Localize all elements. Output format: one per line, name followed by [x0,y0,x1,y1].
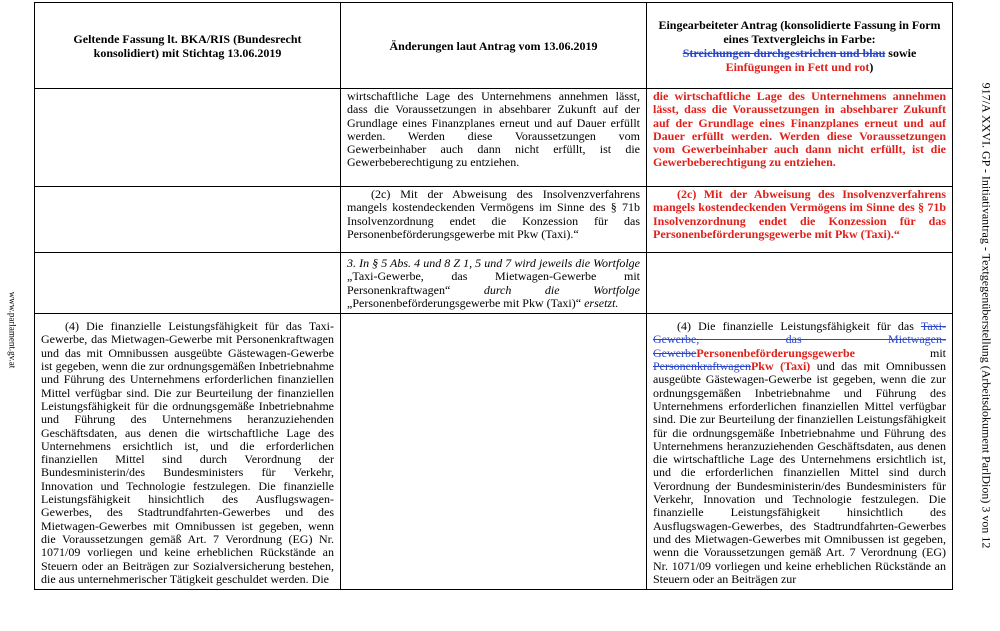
cell-consolidated-text: (2c) Mit der Abweisung des Insolvenzverfahrens mangels kostendeckenden Vermögens im Sinne des § 71b Insolvenzordnung endet die Konzession für das Personenbeförderungsgewerbe mit Pkw (Taxi).“ [647,187,953,253]
text-segment: (4) Die finanzielle Leistungsfähigkeit für das [677,319,921,334]
amendment-instruction-c: ersetzt. [584,295,619,310]
cell-empty [35,253,341,314]
header-row [35,3,953,89]
header-consolidated [647,3,953,89]
header-current-version: Geltende Fassung lt. BKA/RIS (Bundesrecht konsolidiert) mit Stichtag 13.06.2019 [35,3,341,89]
legend-sowie: sowie [885,45,917,60]
header-consolidated-title: Eingearbeiteter Antrag (konsolidierte Fassung in Form eines Textvergleichs in Farbe: [658,17,941,46]
legend-close: ) [869,59,874,74]
table-row [35,253,953,314]
amendment-new-phrase: „Personenbeförderungsgewerbe mit Pkw (Taxi)“ [347,295,585,310]
cell-changes-text: (2c) Mit der Abweisung des Insolvenzverfahrens mangels kostendeckenden Vermögens im Sinne des § 71b Insolvenzordnung endet die Konzession für das Personenbeförderungsgewerbe mit Pkw (Taxi).“ [341,187,647,253]
inserted-text: Pkw (Taxi) [750,359,811,374]
comparison-table [34,2,953,590]
website-label: www.parlament.gv.at [7,291,17,369]
cell-empty [35,187,341,253]
legend-deletions: Streichungen durchgestrichen und blau [682,45,886,60]
cell-consolidated-text: die wirtschaftliche Lage des Unternehmens annehmen lässt, dass die Voraussetzungen in absehbarer Zukunft auf der Grundlage eines Finanzplanes erneut und auf Dauer erfüllt werden. Werden diese Voraussetzungen vom Gewerbeinhaber auch dann nicht erfüllt, ist die Gewerbeberechtigung zu entziehen. [647,89,953,187]
cell-empty [341,314,647,590]
side-margin-right [974,10,998,620]
deleted-text: Personenkraftwagen [653,359,751,374]
header-changes: Änderungen laut Antrag vom 13.06.2019 [341,3,647,89]
document-footer-label: 917/A XXVI. GP - Initiativantrag - Textgegenüberstellung (Arbeitsdokument ParlDion) 3 von 12 [979,82,994,548]
legend-insertions: Einfügungen in Fett und rot [725,59,870,74]
amendment-old-phrase: „Taxi-Gewerbe, das Mietwagen-Gewerbe mit Personenkraftwagen“ [347,269,640,297]
amendment-instruction-b: durch die Wortfolge [483,282,640,297]
table-row [35,89,953,187]
text-segment: mit [854,345,946,360]
inserted-text: Personenbeförderungsgewerbe [696,345,855,360]
amendment-instruction-a: 3. In § 5 Abs. 4 und 8 Z 1, 5 und 7 wird jeweils die Wortfolge [347,256,640,270]
text-segment: und das mit Omnibussen ausgeübte Gästewagen-Gewerbe ist gegeben, wenn die zur ordnungsgemäßen Inbetriebnahme und Führung des Unternehmens erforderlichen finanziellen Mittel verfügbar sind. Die zur Beurteilung der finanziellen Leistungsfähigkeit für die ordnungsgemäße Inbetriebnahme und Führung des Unternehmens heranzuziehenden Geschäftsdaten, aus denen die wirtschaftliche Lage des Unternehmens ersichtlich ist, und die erforderlichen finanziellen Mittel sind durch Verordnung der Bundesministerin/des Bundesministers für Verkehr, Innovation und Technologie festzulegen. Die finanzielle Leistungsfähigkeit hinsichtlich des Ausflugswagen-Gewerbes, des Stadtrundfahrten-Gewerbes und des Mietwagen-Gewerbes mit Omnibussen ist gegeben, wenn die Voraussetzungen gemäß Art. 7 Verordnung (EG) Nr. 1071/09 vorliegen und keine erheblichen Rückstände an Steuern oder an Beiträgen zur [653,359,946,586]
deleted-text: Taxi-Gewerbe, das Mietwagen-Gewerbe [653,319,946,360]
cell-changes-text: wirtschaftliche Lage des Unternehmens annehmen lässt, dass die Voraussetzungen in absehbarer Zukunft auf der Grundlage eines Finanzplanes erneut und auf Dauer erfüllt werden. Werden diese Voraussetzungen vom Gewerbeinhaber auch dann nicht erfüllt, ist die Gewerbeberechtigung zu entziehen. [341,89,647,187]
side-margin-left [2,200,22,460]
cell-current-text: (4) Die finanzielle Leistungsfähigkeit für das Taxi-Gewerbe, das Mietwagen-Gewerbe mit Personenkraftwagen und das mit Omnibussen ausgeübte Gästewagen-Gewerbe ist gegeben, wenn die zur ordnungsgemäßen Inbetriebnahme und Führung des Unternehmens erforderlichen finanziellen Mittel verfügbar sind. Die zur Beurteilung der finanziellen Leistungsfähigkeit für die ordnungsgemäße Inbetriebnahme und Führung des Unternehmens heranzuziehenden Geschäftsdaten, aus denen die wirtschaftliche Lage des Unternehmens ersichtlich ist, und die erforderlichen finanziellen Mittel sind durch Verordnung der Bundesministerin/des Bundesministers für Verkehr, Innovation und Technologie festzulegen. Die finanzielle Leistungsfähigkeit hinsichtlich des Ausflugswagen-Gewerbes, des Stadtrundfahrten-Gewerbes und des Mietwagen-Gewerbes mit Omnibussen ist gegeben, wenn die Voraussetzungen gemäß Art. 7 Verordnung (EG) Nr. 1071/09 vorliegen und keine erheblichen Rückstände an Steuern oder an Beiträgen zur Sozialversicherung bestehen, die aus unternehmerischer Tätigkeit geschuldet werden. Die [35,314,341,590]
cell-consolidated-text [647,314,953,590]
cell-empty [35,89,341,187]
table-row [35,314,953,590]
cell-amendment-instruction [341,253,647,314]
cell-empty [647,253,953,314]
table-row [35,187,953,253]
